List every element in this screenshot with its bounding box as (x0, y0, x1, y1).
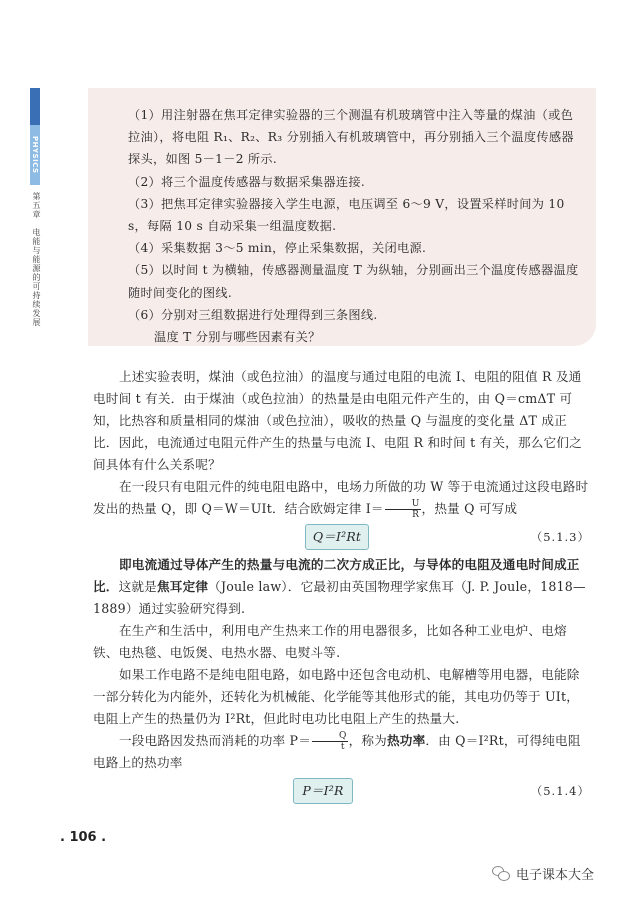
physics-tab: PHYSICS (30, 125, 40, 185)
paragraph-thermal-power (93, 730, 590, 774)
experiment-steps-list (128, 104, 580, 348)
fraction-denominator: R (412, 510, 420, 520)
experiment-step-3: （3）把焦耳定律实验器接入学生电源，电压调至 6～9 V，设置采样时间为 10 s，每隔 10 s 自动采集一组温度数据. (128, 196, 565, 234)
formula-joule-law: Q＝I²Rt (305, 524, 369, 550)
main-text (93, 366, 590, 808)
paragraph-non-pure: 如果工作电路不是纯电阻电路，如电路中还包含电动机、电解槽等用电器，电能除一部分转化为内能外，还转化为机械能、化学能等其他形式的能，其电功仍等于 UIt，电阻上产生的热量仍为 I²Rt，但此时电功比电阻上产生的热量大. (93, 667, 580, 726)
experiment-step-4: （4）采集数据 3～5 min，停止采集数据，关闭电源. (128, 241, 427, 256)
paragraph-results: 上述实验表明，煤油（或色拉油）的温度与通过电阻的电流 I、电阻的阻值 R 及通电时间 t 有关．由于煤油（或色拉油）的热量是由电阻元件产生的，由 Q＝cmΔT 可知，比热容和质量相同的煤油（或色拉油），吸收的热量 Q 与温度的变化量 ΔT 成正比．因此，电流通过电阻元件产生的热量与电流 I、电阻 R 和时间 t 有关，那么它们之间具体有什么关系呢？ (93, 369, 582, 472)
fraction-numerator: U (385, 499, 421, 510)
paragraph-text: ，称为 (348, 733, 387, 748)
fraction-u-over-r (385, 499, 421, 520)
experiment-step-2: （2）将三个温度传感器与数据采集器连接. (128, 174, 366, 189)
term-joule-law: 焦耳定律 (156, 579, 209, 594)
fraction-denominator: t (340, 742, 345, 752)
chapter-color-bar (30, 88, 40, 125)
equation-number: （5.1.4） (530, 784, 590, 798)
equation-row-5-1-3 (93, 520, 590, 554)
experiment-question: 温度 T 分别与哪些因素有关？ (154, 330, 321, 345)
page-number: . 106 . (60, 830, 107, 845)
chapter-title: 第五章 电能与能源的可持续发展 (32, 192, 41, 327)
paragraph-text: 这就是 (118, 579, 157, 594)
footer-label: 电子课本大全 (516, 868, 595, 883)
paragraph-text: 在一段只有电阻元件的纯电阻电路中，电场力所做的功 W 等于电流通过这段电路时发出的热量 Q，即 Q＝W＝UIt．结合欧姆定律 I＝ (93, 479, 589, 516)
fraction-numerator: Q (312, 731, 348, 742)
fraction-q-over-t (312, 731, 348, 752)
paragraph-joule-law (93, 554, 590, 620)
formula-thermal-power: P＝I²R (293, 778, 353, 804)
paragraph-text: ，热量 Q 可写成 (421, 501, 518, 516)
wechat-icon (492, 866, 510, 882)
paragraph-text: （Joule law）．它最初由英国物理学家焦耳（J. P. Joule，1818—1889）通过实验研究得到. (93, 579, 586, 616)
paragraph-pure-resistance (93, 476, 590, 520)
joule-law-statement: 即电流通过导体产生的热量与电流的二次方成正比，与导体的电阻及通电时间成正比． (93, 557, 580, 594)
paragraph-appliances: 在生产和生活中，利用电产生热来工作的用电器很多，比如各种工业电炉、电熔铁、电热毯、电饭煲、电热水器、电熨斗等. (93, 623, 567, 660)
experiment-steps-box (88, 88, 596, 346)
term-thermal-power: 热功率 (386, 733, 426, 748)
experiment-step-6: （6）分别对三组数据进行处理得到三条图线. (128, 307, 378, 322)
equation-row-5-1-4 (93, 774, 590, 808)
footer-watermark (492, 864, 594, 883)
experiment-step-1: （1）用注射器在焦耳定律实验器的三个测温有机玻璃管中注入等量的煤油（或色拉油），将电阻 R₁、R₂、R₃ 分别插入有机玻璃管中，再分别插入三个温度传感器探头，如图 5－1－2 所示. (128, 108, 574, 167)
paragraph-text: ．由 Q＝I²Rt，可得纯电阻电路上的热功率 (93, 733, 581, 770)
equation-number: （5.1.3） (530, 530, 590, 544)
experiment-step-5: （5）以时间 t 为横轴，传感器测量温度 T 为纵轴，分别画出三个温度传感器温度随时间变化的图线. (128, 263, 579, 300)
paragraph-text: 一段电路因发热而消耗的功率 P＝ (119, 733, 311, 748)
